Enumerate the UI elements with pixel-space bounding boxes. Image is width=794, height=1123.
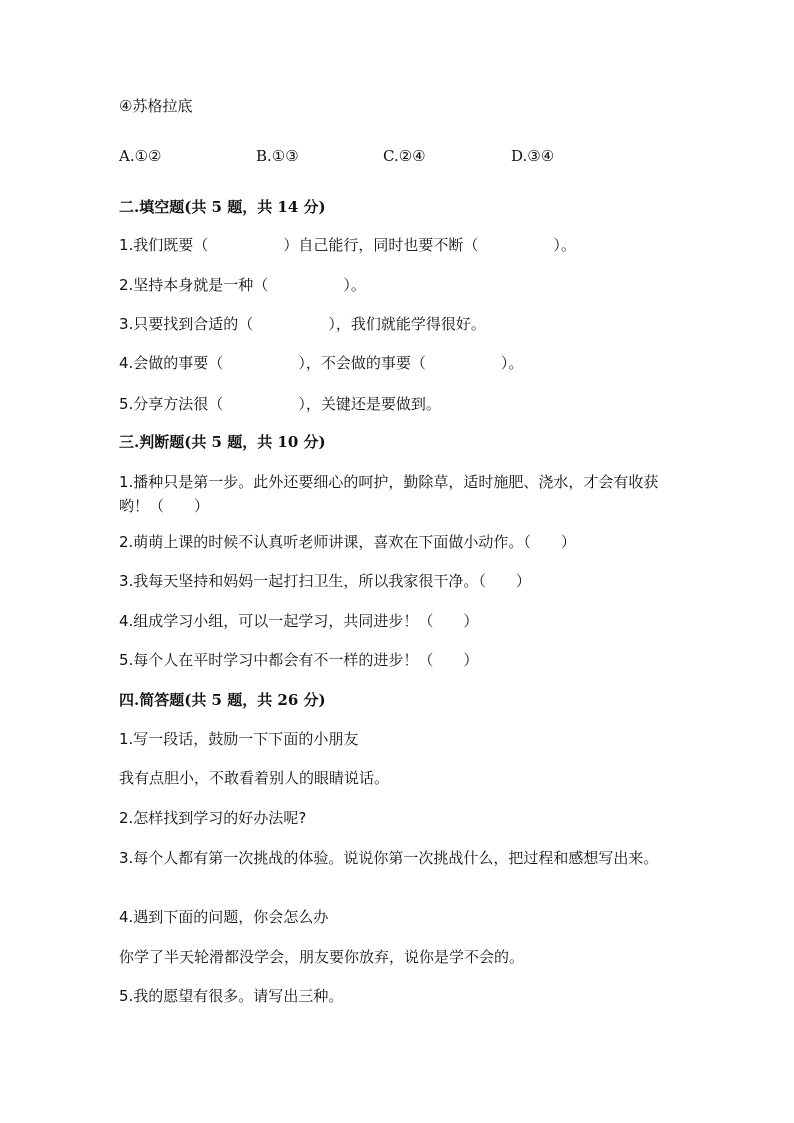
short-question-4: 4.遇到下面的问题，你会怎么办 xyxy=(119,908,329,926)
short-question-3: 3.每个人都有第一次挑战的体验。说说你第一次挑战什么，把过程和感想写出来。 xyxy=(119,849,659,867)
short-question-4-context: 你学了半天轮滑都没学会，朋友要你放弃，说你是学不会的。 xyxy=(119,948,525,966)
choice-option-b: B.①③ xyxy=(256,147,299,165)
judge-question-1: 1.播种只是第一步。此外还要细心的呵护，勤除草，适时施肥、浇水，才会有收获哟！（ ） xyxy=(119,473,659,515)
judge-question-5: 5.每个人在平时学习中都会有不一样的进步！（ ） xyxy=(119,651,479,669)
fill-question-2: 2.坚持本身就是一种（ ）。 xyxy=(119,276,366,294)
short-question-1-context: 我有点胆小，不敢看着别人的眼睛说话。 xyxy=(119,769,390,787)
short-question-5: 5.我的愿望有很多。请写出三种。 xyxy=(119,987,344,1005)
judge-question-3: 3.我每天坚持和妈妈一起打扫卫生，所以我家很干净。（ ） xyxy=(119,572,531,590)
fill-question-4: 4.会做的事要（ ），不会做的事要（ ）。 xyxy=(119,354,524,372)
fill-question-3: 3.只要找到合适的（ ），我们就能学得很好。 xyxy=(119,315,486,333)
fill-question-1: 1.我们既要（ ）自己能行，同时也要不断（ ）。 xyxy=(119,236,576,254)
section-heading-fill: 二.填空题(共 5 题，共 14 分) xyxy=(119,198,326,216)
section-heading-short: 四.简答题(共 5 题，共 26 分) xyxy=(119,691,326,709)
choice-option-d: D.③④ xyxy=(511,147,555,165)
choice-option-c: C.②④ xyxy=(383,147,426,165)
choice-option-a: A.①② xyxy=(119,147,162,165)
short-question-2: 2.怎样找到学习的好办法呢? xyxy=(119,809,307,827)
previous-question-option: ④苏格拉底 xyxy=(119,97,193,115)
short-question-1: 1.写一段话，鼓励一下下面的小朋友 xyxy=(119,730,359,748)
section-heading-judge: 三.判断题(共 5 题，共 10 分) xyxy=(119,433,326,451)
fill-question-5: 5.分享方法很（ ），关键还是要做到。 xyxy=(119,395,441,413)
judge-question-4: 4.组成学习小组，可以一起学习，共同进步！（ ） xyxy=(119,612,479,630)
judge-question-2: 2.萌萌上课的时候不认真听老师讲课，喜欢在下面做小动作。（ ） xyxy=(119,533,576,551)
